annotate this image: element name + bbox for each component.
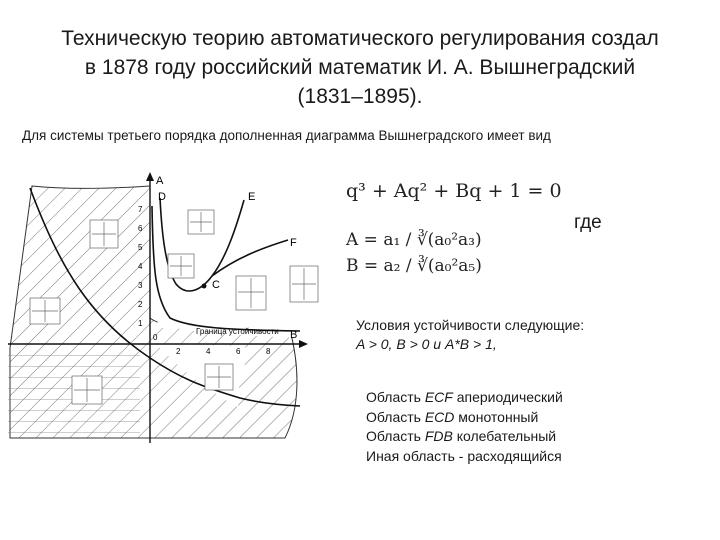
definition-b: B = a₂ / ∛(a₀²a₅): [346, 256, 482, 276]
conditions-formula: A > 0, B > 0 и A*B > 1,: [356, 336, 497, 352]
region-item: Область ECF апериодический: [366, 389, 563, 405]
stability-conditions: [356, 316, 584, 354]
root-inset-5: [236, 276, 266, 310]
y-tick-2: 2: [138, 300, 143, 309]
cubic-equation: q³ + Aq² + Bq + 1 = 0: [346, 180, 562, 202]
root-inset-8: [72, 376, 102, 404]
label-axis-a: A: [156, 175, 164, 187]
root-inset-2: [90, 220, 118, 248]
label-point-c: C: [212, 279, 220, 291]
region-item: Область ECD монотонный: [366, 408, 539, 425]
region-item: Область FDB колебательный: [366, 428, 557, 444]
conditions-heading: Условия устойчивости следующие:: [356, 317, 585, 333]
x-tick-8: 8: [266, 347, 271, 356]
point-c-marker: [202, 284, 207, 289]
root-inset-6: [30, 298, 60, 324]
vyshnegradsky-diagram: [0, 168, 320, 448]
definition-a: A = a₁ / ∛(a₀²a₃): [346, 230, 482, 250]
label-point-e: E: [248, 191, 256, 203]
root-inset-3: [168, 254, 194, 278]
region-item: Иная область - расходящийся: [366, 447, 562, 464]
label-point-f: F: [290, 237, 297, 249]
slide-title: [30, 24, 690, 111]
where-label: где: [574, 212, 602, 233]
root-inset-4: [290, 266, 318, 302]
title-line-2: в 1878 году российский математик И. А. Вышнеградский: [84, 56, 636, 79]
label-origin: 0: [153, 333, 158, 342]
y-tick-5: 5: [138, 243, 143, 252]
title-line-3: (1831–1895).: [297, 85, 423, 108]
label-point-d: D: [158, 191, 166, 203]
y-tick-1: 1: [138, 319, 143, 328]
y-tick-6: 6: [138, 224, 143, 233]
root-inset-7: [205, 364, 233, 390]
root-inset-1: [188, 210, 214, 234]
label-boundary: Граница устойчивости: [196, 327, 279, 336]
slide-subtitle: Для системы третьего порядка дополненная диаграмма Вышнеградского имеет вид: [22, 128, 551, 143]
x-tick-2: 2: [176, 347, 181, 356]
title-line-1: Техническую теорию автоматического регулирования создал: [61, 27, 659, 50]
x-tick-6: 6: [236, 347, 241, 356]
regions-list: [366, 388, 563, 466]
y-tick-4: 4: [138, 262, 143, 271]
y-tick-7: 7: [138, 205, 143, 214]
x-tick-4: 4: [206, 347, 211, 356]
y-tick-3: 3: [138, 281, 143, 290]
label-axis-b: B: [290, 329, 298, 341]
